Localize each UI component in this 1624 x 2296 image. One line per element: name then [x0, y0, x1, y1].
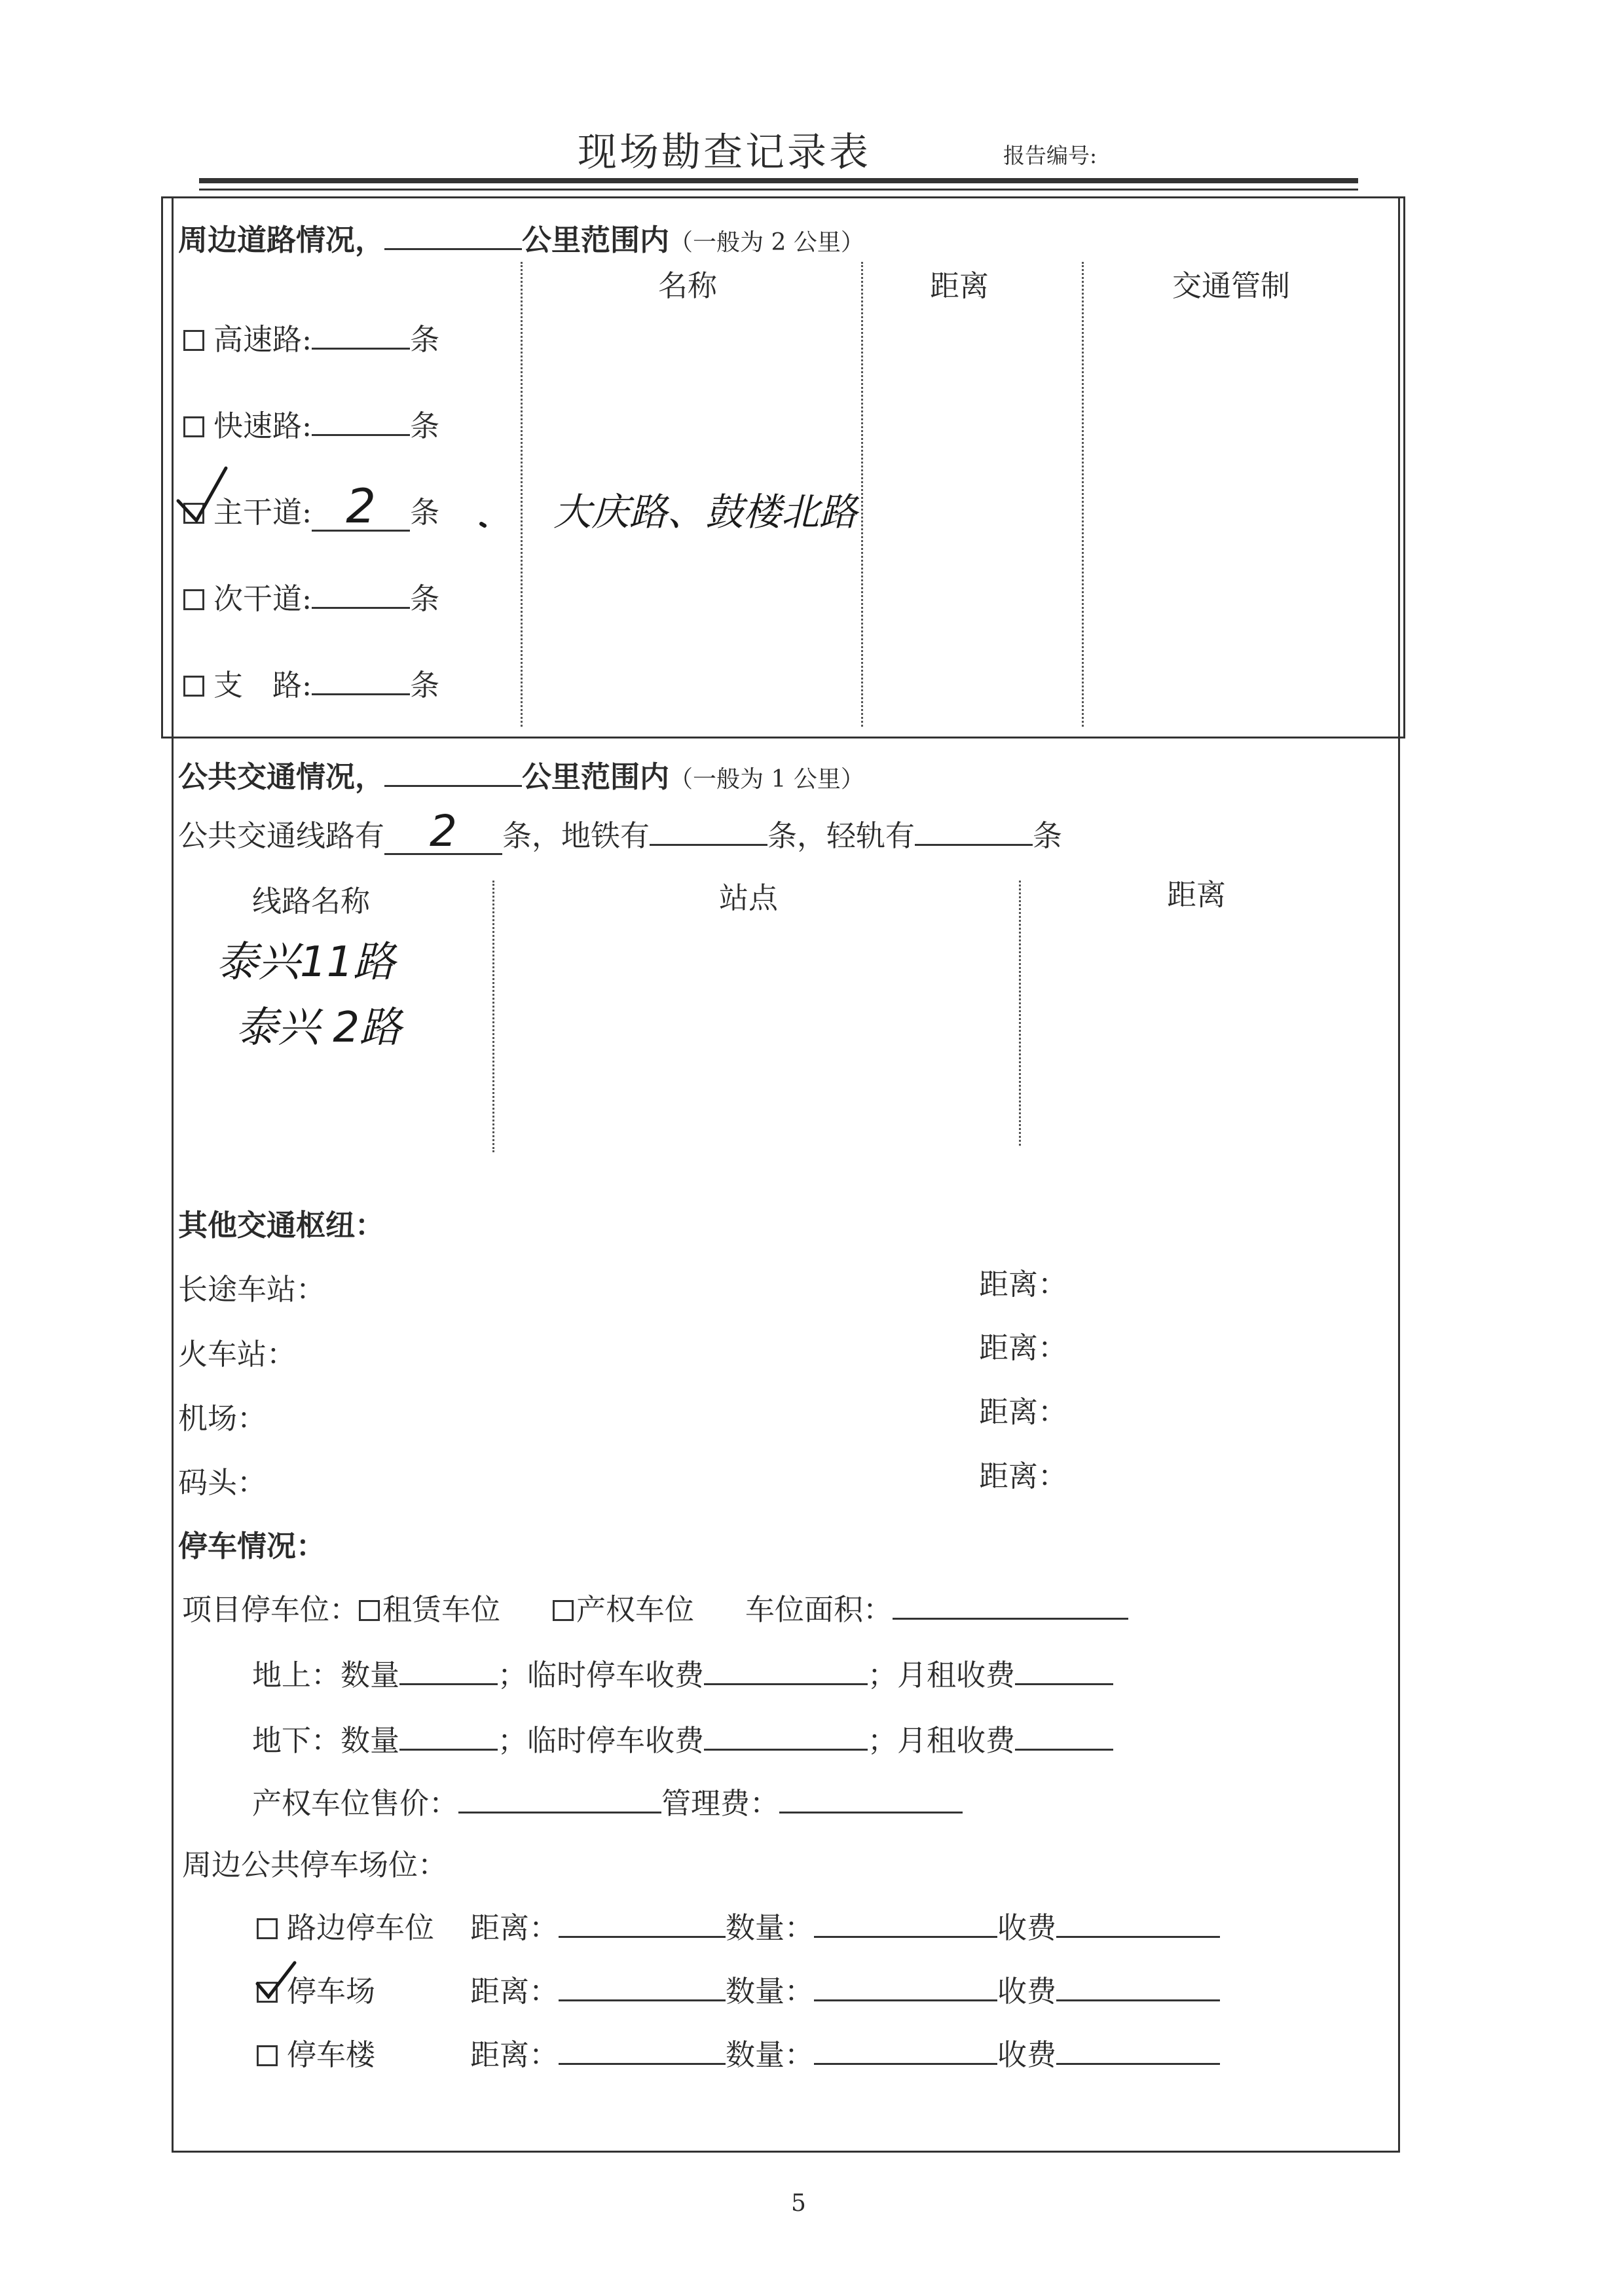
public-parking-heading: 周边公共停车场位：: [182, 1848, 448, 1882]
transit-col-station: 站点: [719, 881, 779, 915]
bus-lines-count-field[interactable]: 2: [384, 818, 502, 855]
below-ground-row: 地下：数量 ；临时停车收费 ；月租收费: [252, 1717, 1113, 1759]
hub-distance-label: 距离：: [979, 1330, 1068, 1365]
road-type-row: 次干道: 条: [183, 575, 439, 617]
road-type-row: 高速路: 条: [183, 316, 439, 358]
hub-distance-label: 距离：: [979, 1267, 1068, 1302]
roads-heading: 周边道路情况， 公里范围内（一般为 2 公里）: [178, 223, 864, 257]
transit-route-1: 泰兴11路: [216, 938, 396, 987]
ownership-price-row: 产权车位售价： 管理费：: [252, 1779, 963, 1822]
hubs-heading: 其他交通枢纽：: [178, 1208, 385, 1243]
roads-col-distance: 距离: [930, 268, 989, 303]
transit-col-line: 线路名称: [252, 884, 371, 919]
transit-col-distance: 距离: [1167, 877, 1227, 912]
project-parking-row: 项目停车位： 租赁车位 产权车位 车位面积：: [182, 1586, 1128, 1628]
public-parking-row: 停车楼 距离： 数量： 收费: [257, 2031, 1220, 2073]
road-names-handwritten: 大庆路、鼓楼北路: [553, 490, 858, 534]
road-type-row: 支 路: 条: [183, 661, 439, 704]
road-type-row: 快速路: 条: [183, 402, 439, 445]
road-count-field[interactable]: 2: [312, 493, 410, 532]
report-number-label: 报告编号:: [1003, 143, 1098, 168]
dot-mark-icon: [481, 524, 485, 526]
roads-col-name: 名称: [658, 268, 718, 303]
hub-distance-label: 距离：: [979, 1459, 1068, 1493]
transit-lines-row: 公共交通线路有 2 条，地铁有 条，轻轨有 条: [178, 806, 1063, 856]
transit-route-2: 泰兴 2路: [236, 1004, 402, 1052]
hub-label: 码头：: [178, 1465, 267, 1500]
page-title: 现场勘查记录表: [578, 130, 871, 175]
public-parking-row: 路边停车位 距离： 数量： 收费: [257, 1904, 1220, 1946]
hub-label: 机场：: [178, 1401, 267, 1436]
hub-label: 火车站：: [178, 1337, 297, 1372]
above-ground-row: 地上：数量 ；临时停车收费 ；月租收费: [252, 1651, 1113, 1694]
transit-heading: 公共交通情况， 公里范围内（一般为 1 公里）: [178, 759, 864, 794]
roads-col-control: 交通管制: [1172, 268, 1291, 303]
road-type-row: 主干道: 2 条: [183, 488, 439, 532]
page-number: 5: [791, 2190, 806, 2217]
check-mark-icon: [178, 468, 226, 520]
hub-label: 长途车站：: [178, 1272, 326, 1307]
public-parking-row: 停车场 距离： 数量： 收费: [257, 1967, 1220, 2010]
check-mark-icon: [257, 1963, 295, 1997]
parking-heading: 停车情况：: [178, 1529, 326, 1563]
hub-distance-label: 距离：: [979, 1394, 1068, 1429]
